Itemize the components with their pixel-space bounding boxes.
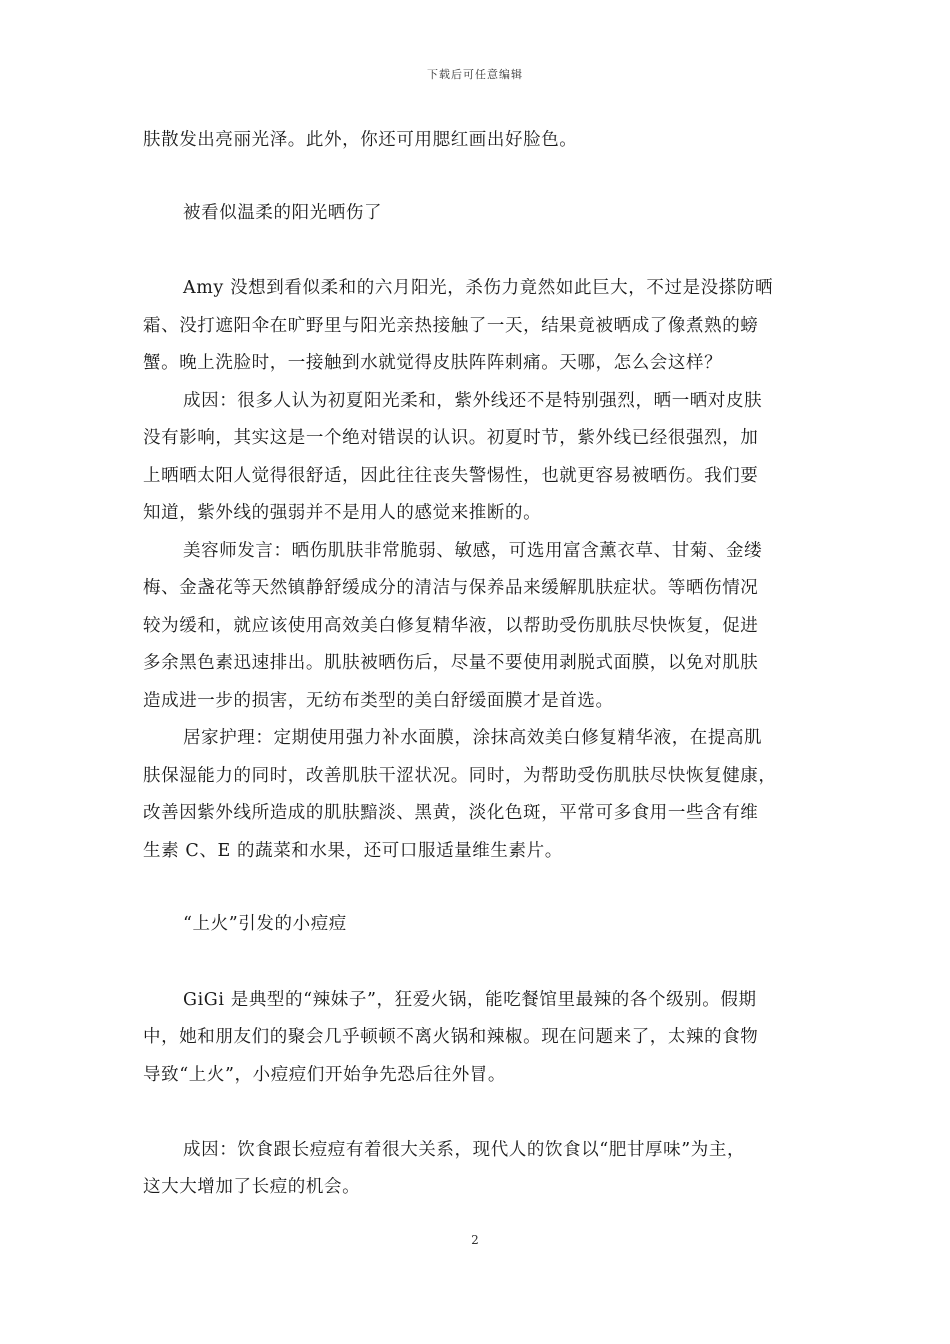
paragraph-line: 造成进一步的损害，无纺布类型的美白舒缓面膜才是首选。	[143, 691, 614, 711]
paragraph-line: 梅、金盏花等天然镇静舒缓成分的清洁与保养品来缓解肌肤症状。等晒伤情况	[143, 578, 759, 598]
section-heading: “上火”引发的小痘痘	[183, 914, 347, 934]
paragraph-line: Amy 没想到看似柔和的六月阳光，杀伤力竟然如此巨大，不过是没搽防晒	[183, 278, 774, 298]
paragraph-line: 改善因紫外线所造成的肌肤黯淡、黑黄，淡化色斑，平常可多食用一些含有维	[143, 803, 759, 823]
paragraph-line: 上晒晒太阳人觉得很舒适，因此往往丧失警惕性，也就更容易被晒伤。我们要	[143, 466, 759, 486]
paragraph-line: 多余黑色素迅速排出。肌肤被晒伤后，尽量不要使用剥脱式面膜，以免对肌肤	[143, 653, 759, 673]
page-header: 下载后可任意编辑	[427, 68, 523, 81]
section-heading: 被看似温柔的阳光晒伤了	[183, 203, 383, 223]
paragraph-line: GiGi 是典型的“辣妹子”，狂爱火锅，能吃餐馆里最辣的各个级别。假期	[183, 990, 757, 1010]
paragraph-line: 没有影响，其实这是一个绝对错误的认识。初夏时节，紫外线已经很强烈，加	[143, 428, 759, 448]
paragraph-line: 中，她和朋友们的聚会几乎顿顿不离火锅和辣椒。现在问题来了，太辣的食物	[143, 1027, 759, 1047]
paragraph-line: 霜、没打遮阳伞在旷野里与阳光亲热接触了一天，结果竟被晒成了像煮熟的螃	[143, 316, 759, 336]
paragraph-line: 美容师发言：晒伤肌肤非常脆弱、敏感，可选用富含薰衣草、甘菊、金缕	[183, 541, 763, 561]
paragraph-line: 蟹。晚上洗脸时，一接触到水就觉得皮肤阵阵刺痛。天哪，怎么会这样？	[143, 353, 723, 373]
paragraph-line: 成因：饮食跟长痘痘有着很大关系，现代人的饮食以“肥甘厚味”为主，	[183, 1140, 746, 1160]
paragraph-line: 知道，紫外线的强弱并不是用人的感觉来推断的。	[143, 503, 542, 523]
paragraph-line: 肤保湿能力的同时，改善肌肤干涩状况。同时，为帮助受伤肌肤尽快恢复健康，	[143, 766, 777, 786]
paragraph-line: 生素 C、E 的蔬菜和水果，还可口服适量维生素片。	[143, 841, 563, 861]
paragraph-line: 肤散发出亮丽光泽。此外，你还可用腮红画出好脸色。	[143, 130, 578, 150]
paragraph-line: 导致“上火”，小痘痘们开始争先恐后往外冒。	[143, 1065, 506, 1085]
paragraph-line: 这大大增加了长痘的机会。	[143, 1177, 361, 1197]
page-number: 2	[471, 1233, 479, 1247]
paragraph-line: 较为缓和，就应该使用高效美白修复精华液，以帮助受伤肌肤尽快恢复，促进	[143, 616, 759, 636]
paragraph-line: 成因：很多人认为初夏阳光柔和，紫外线还不是特别强烈，晒一晒对皮肤	[183, 391, 763, 411]
paragraph-line: 居家护理：定期使用强力补水面膜，涂抹高效美白修复精华液，在提高肌	[183, 728, 763, 748]
